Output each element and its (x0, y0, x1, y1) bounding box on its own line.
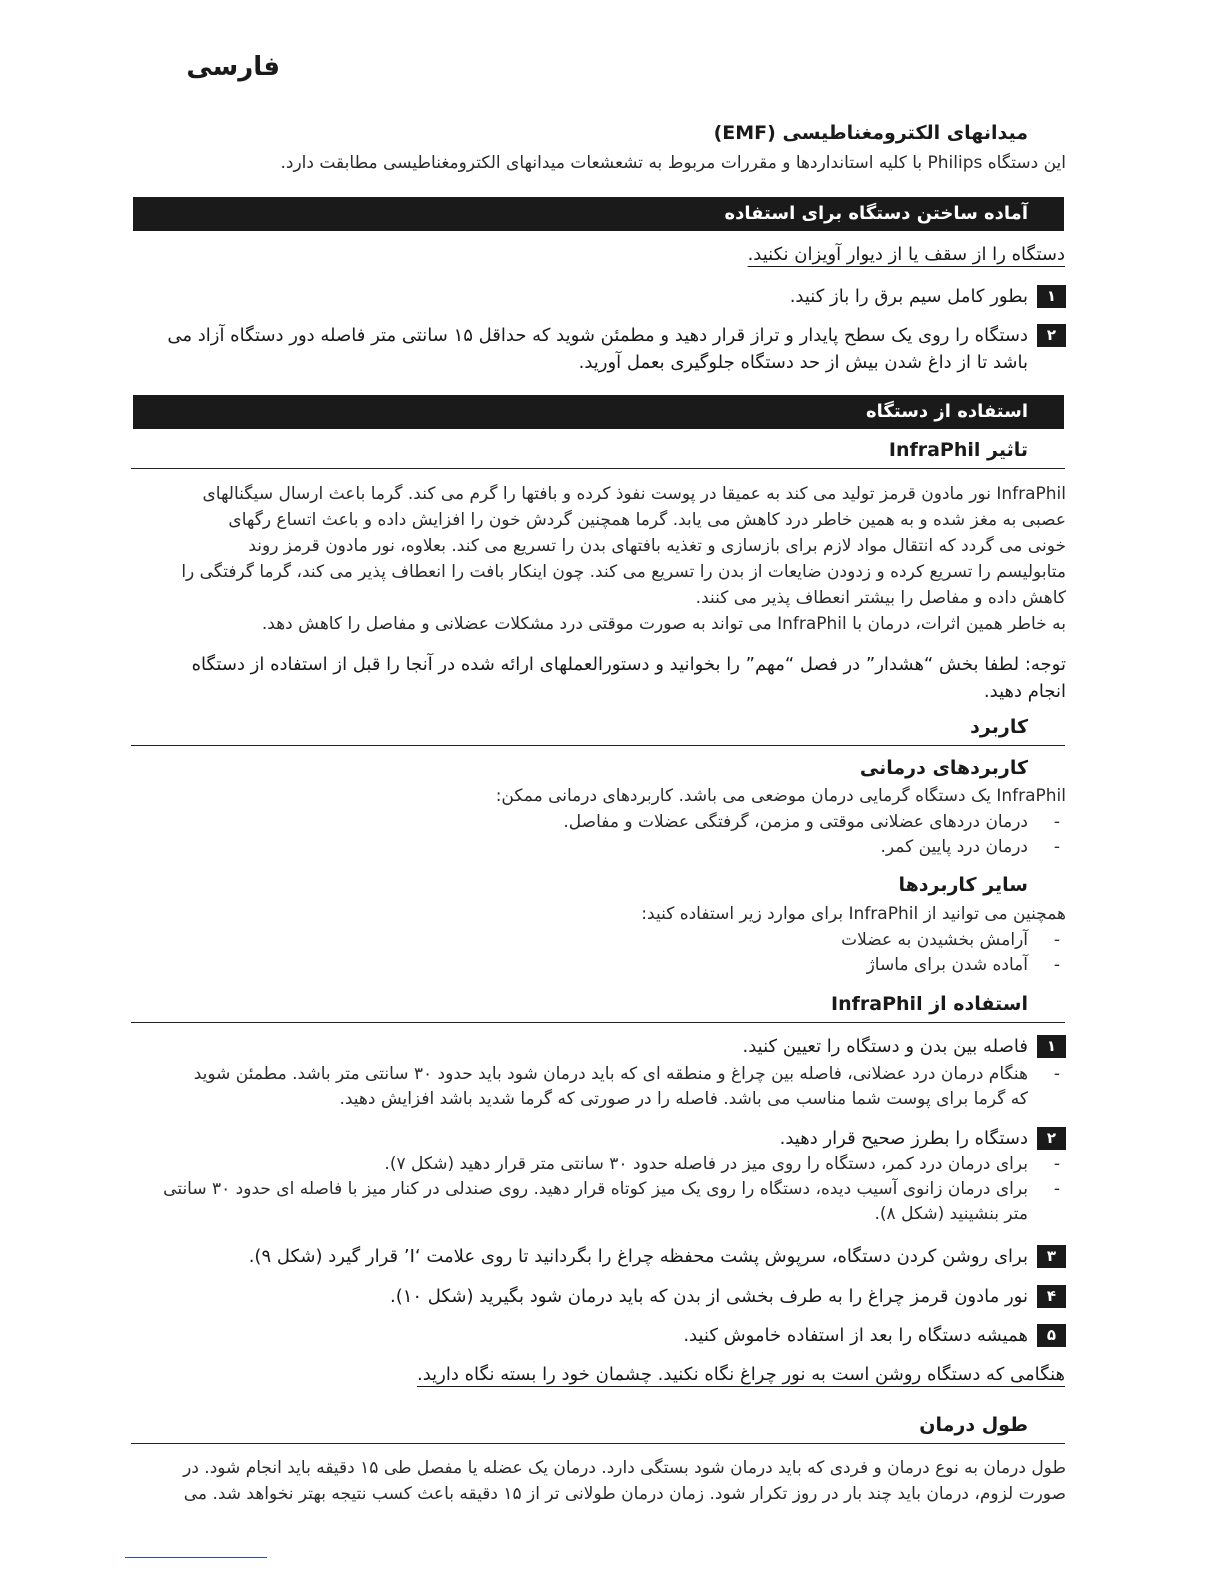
list-item: - آرامش بخشیدن به عضلات (168, 928, 1028, 953)
eye-warning-text: هنگامی که دستگاه روشن است به نور چراغ نگاه نکنید. چشمان خود را بسته نگاه دارید. (417, 1364, 1065, 1385)
therapeutic-intro: InfraPhil یک دستگاه گرمایی درمان موضعی می باشد. کاربردهای درمانی ممکن: (495, 786, 1066, 806)
paragraph-line: طول درمان به نوع درمان و فردی که باید درمان شود بستگی دارد. درمان یک عضله یا مفصل طی ۱۵ دقیقه باید انجام شود. در (183, 1458, 1066, 1478)
footer-rule (125, 1557, 267, 1558)
duration-paragraph (131, 1455, 1066, 1507)
paragraph-line: عصبی به مغز شده و به همین خاطر درد کاهش می یابد. گرما همچنین گردش خون را افزایش داده و باعث اتساع رگهای (228, 510, 1066, 530)
step-number: ۱ (1037, 285, 1066, 308)
use-step-3 (148, 1243, 1057, 1270)
paragraph-line: صورت لزوم، درمان باید چند بار در روز تکرار شود. زمان درمان طولانی تر از ۱۵ دقیقه باعث کسب نتیجه بهتر نخواهد شد. می (183, 1484, 1066, 1504)
section-bar-use: استفاده از دستگاه (133, 395, 1064, 429)
effect-paragraph (166, 481, 1066, 637)
step-text: فاصله بین بدن و دستگاه را تعیین کنید. (742, 1036, 1028, 1057)
paragraph-line: خونی می گردد که انتقال مواد لازم برای بازسازی و تغذیه بافتهای بدن را تسریع می کند. بعلاوه، نور مادون قرمز روند (248, 536, 1066, 556)
paragraph-line: InfraPhil نور مادون قرمز تولید می کند به عمیقا در پوست نفوذ کرده و بافتها را گرم می کند. گرما باعث ارسال سیگنالهای (202, 484, 1066, 504)
using-heading: استفاده از InfraPhil (131, 989, 1065, 1023)
list-item: - درمان درد پایین کمر. (168, 835, 1028, 860)
step-number: ۲ (1037, 1127, 1066, 1150)
paragraph-line: توجه: لطفا بخش “هشدار” در فصل “مهم” را بخوانید و دستورالعملهای ارائه شده در آنجا را قبل از استفاده از دستگاه (191, 654, 1066, 675)
step-number: ۱ (1037, 1035, 1066, 1058)
prepare-step-2 (148, 322, 1057, 376)
list-item: - درمان دردهای عضلانی موقتی و مزمن، گرفتگی عضلات و مفاصل. (168, 810, 1028, 835)
step-text: همیشه دستگاه را بعد از استفاده خاموش کنید. (683, 1325, 1028, 1346)
paragraph-line: به خاطر همین اثرات، درمان با InfraPhil می تواند به صورت موقتی درد مشکلات عضلانی و مفاصل را کاهش دهد. (261, 614, 1066, 634)
item-line: - برای درمان درد کمر، دستگاه را روی میز در فاصله حدود ۳۰ سانتی متر قرار دهید (شکل ۷). (384, 1154, 1028, 1174)
other-intro: همچنین می توانید از InfraPhil برای موارد زیر استفاده کنید: (641, 904, 1066, 924)
step-number: ۳ (1037, 1245, 1066, 1268)
hang-warning (145, 241, 1065, 268)
list-item: - آماده شدن برای ماساژ (168, 953, 1028, 978)
other-heading: سایر کاربردها (898, 874, 1028, 896)
section-bar-prepare: آماده ساختن دستگاه برای استفاده (133, 197, 1064, 231)
therapeutic-list (168, 810, 1028, 860)
note-paragraph (166, 651, 1066, 705)
item-line: متر بنشینید (شکل ۸). (874, 1204, 1028, 1224)
step-text: دستگاه را بطرز صحیح قرار دهید. (779, 1128, 1028, 1149)
item-line: - برای درمان زانوی آسیب دیده، دستگاه را روی یک میز کوتاه قرار دهید. روی صندلی در کنار میز با فاصله ای حدود ۳۰ سانتی (163, 1179, 1028, 1199)
step-text: برای روشن کردن دستگاه، سرپوش پشت محفظه چراغ را بگردانید تا روی علامت ‘I’ قرار گیرد (شکل ۹). (248, 1246, 1028, 1267)
emf-heading: میدانهای الکترومغناطیسی (EMF) (713, 122, 1028, 144)
eye-warning (145, 1361, 1065, 1388)
hang-warning-text: دستگاه را از سقف یا از دیوار آویزان نکنید. (747, 244, 1065, 265)
step-text: نور مادون قرمز چراغ را به طرف بخشی از بدن که باید درمان شود بگیرید (شکل ۱۰). (389, 1286, 1028, 1307)
paragraph-line: متابولیسم را تسریع کرده و زدودن ضایعات از بدن را تسریع می کند. چون اینکار بافت را انعطاف پذیر می کند، گرما گرفتگی را (181, 562, 1066, 582)
step-number: ۵ (1037, 1324, 1066, 1347)
emf-text: این دستگاه Philips با کلیه استانداردها و مقررات مربوط به تشعشعات میدانهای الکترومغناطیسی مطابقت دارد. (280, 153, 1066, 173)
list-item (148, 1062, 1028, 1112)
duration-heading: طول درمان (131, 1410, 1065, 1444)
use-step-5 (148, 1322, 1057, 1349)
effect-heading: تاثیر InfraPhil (131, 435, 1065, 469)
step-number: ۴ (1037, 1285, 1066, 1308)
use-step-4 (148, 1283, 1057, 1310)
item-line: - هنگام درمان درد عضلانی، فاصله بین چراغ و منطقه ای که باید درمان شود باید حدود ۳۰ سانتی متر باشد. مطمئن شوید (193, 1064, 1028, 1084)
paragraph-line: کاهش داده و مفاصل را بیشتر انعطاف پذیر می کنند. (695, 588, 1066, 608)
item-line: که گرما برای پوست شما مناسب می باشد. فاصله را در صورتی که گرما شدید باشد افزایش دهید. (339, 1089, 1028, 1109)
use-step-1 (148, 1033, 1057, 1112)
prepare-step-1 (148, 283, 1057, 310)
other-list (168, 928, 1028, 978)
application-heading: کاربرد (131, 712, 1065, 746)
therapeutic-heading: کاربردهای درمانی (859, 757, 1028, 779)
step-text: دستگاه را روی یک سطح پایدار و تراز قرار دهید و مطمئن شوید که حداقل ۱۵ سانتی متر فاصله دور دستگاه آزاد می باشد تا از داغ شدن بیش از حد دستگاه جلوگیری بعمل آورید. (167, 325, 1028, 373)
list-item (148, 1177, 1028, 1227)
language-label: فارسی (186, 52, 280, 82)
step-text: بطور کامل سیم برق را باز کنید. (789, 286, 1028, 307)
list-item (148, 1152, 1028, 1177)
paragraph-line: انجام دهید. (983, 681, 1066, 702)
use-step-2 (148, 1125, 1057, 1227)
step-number: ۲ (1037, 324, 1066, 347)
